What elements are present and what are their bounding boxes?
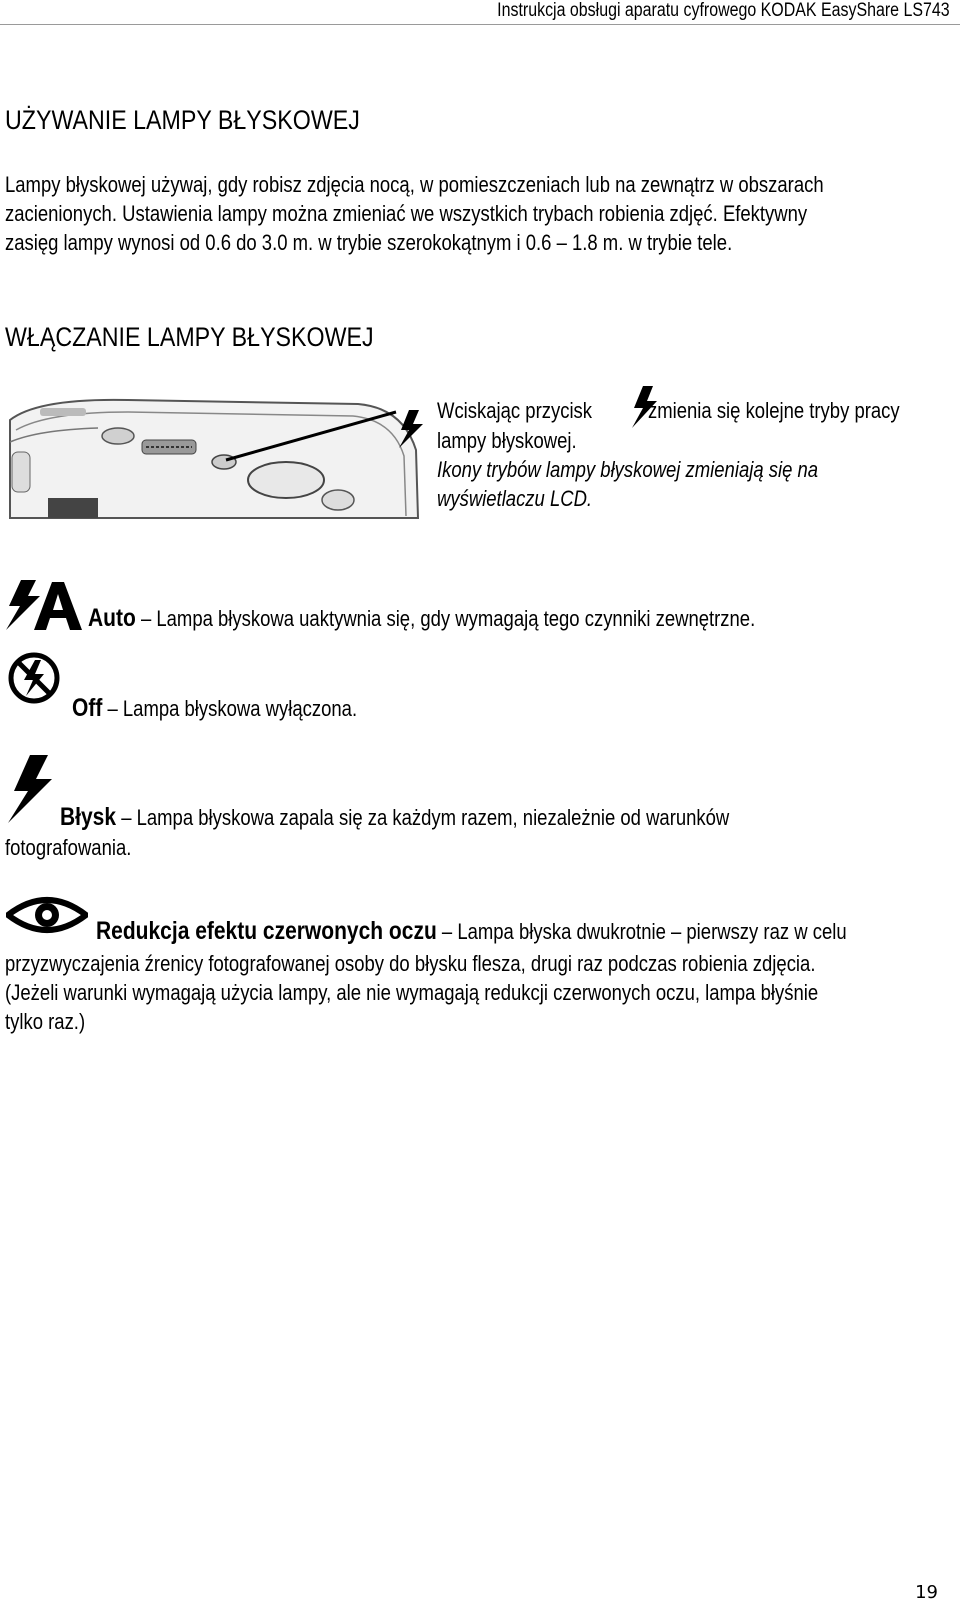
- instruction-line-2-text: lampy błyskowej.: [437, 428, 577, 453]
- mode-red-eye-name: Redukcja efektu czerwonych oczu: [96, 917, 437, 945]
- section-heading-enable-flash: WŁĄCZANIE LAMPY BŁYSKOWEJ: [5, 322, 374, 352]
- instruction-line-2: [437, 426, 577, 455]
- flash-off-icon: [6, 652, 62, 704]
- instruction-italic-2-text: wyświetlaczu LCD.: [437, 486, 593, 511]
- mode-flash-line-2: [5, 833, 131, 862]
- intro-line-1: Lampy błyskowej używaj, gdy robisz zdjęcia nocą, w pomieszczeniach lub na zewnątrz w obszarach: [5, 172, 824, 197]
- flash-auto-icon: [6, 580, 82, 630]
- instruction-line-1: [437, 396, 592, 425]
- instruction-line-1b: [648, 396, 900, 425]
- red-eye-icon: [6, 893, 88, 937]
- page-number: 19: [915, 1582, 938, 1603]
- document-header: Instrukcja obsługi aparatu cyfrowego KODAK EasyShare LS743: [497, 0, 950, 21]
- instruction-before: Wciskając przycisk: [437, 398, 593, 423]
- header-divider: [0, 24, 960, 25]
- mode-red-eye: [96, 917, 847, 946]
- mode-auto-name: Auto: [88, 604, 136, 632]
- mode-auto: [88, 604, 755, 633]
- instruction-italic-1: [437, 455, 818, 484]
- intro-line-3: zasięg lampy wynosi od 0.6 do 3.0 m. w trybie szerokokątnym i 0.6 – 1.8 m. w trybie tele.: [5, 230, 733, 255]
- flash-button-icon: [397, 410, 425, 450]
- mode-red-eye-line-2: przyzwyczajenia źrenicy fotografowanej osoby do błysku flesza, drugi raz podczas robienia zdjęcia.: [5, 951, 816, 976]
- mode-auto-desc: – Lampa błyskowa uaktywnia się, gdy wymagają tego czynniki zewnętrzne.: [140, 606, 756, 631]
- camera-top-photo: [8, 390, 428, 532]
- instruction-italic-1-text: Ikony trybów lampy błyskowej zmieniają się na: [437, 457, 819, 482]
- mode-flash-desc-2: fotografowania.: [5, 835, 132, 860]
- mode-red-eye-desc: – Lampa błyska dwukrotnie – pierwszy raz w celu: [441, 919, 847, 944]
- intro-paragraph: [5, 170, 824, 257]
- mode-flash-desc: – Lampa błyskowa zapala się za każdym razem, niezależnie od warunków: [121, 805, 730, 830]
- mode-off-desc: – Lampa błyskowa wyłączona.: [107, 696, 358, 721]
- mode-off-name: Off: [72, 694, 103, 722]
- mode-red-eye-line-4: tylko raz.): [5, 1009, 86, 1034]
- mode-off: [72, 694, 357, 723]
- mode-flash-name: Błysk: [60, 803, 117, 831]
- flash-on-icon: [6, 755, 52, 823]
- instruction-italic-2: [437, 484, 592, 513]
- intro-line-2: zacienionych. Ustawienia lampy można zmieniać we wszystkich trybach robienia zdjęć. Efektywny: [5, 201, 808, 226]
- mode-red-eye-continued: [5, 949, 818, 1036]
- mode-flash: [60, 803, 729, 832]
- mode-red-eye-line-3: (Jeżeli warunki wymagają użycia lampy, ale nie wymagają redukcji czerwonych oczu, lampa błyśnie: [5, 980, 819, 1005]
- instruction-after: zmienia się kolejne tryby pracy: [648, 398, 900, 423]
- section-heading-using-flash: UŻYWANIE LAMPY BŁYSKOWEJ: [5, 105, 360, 135]
